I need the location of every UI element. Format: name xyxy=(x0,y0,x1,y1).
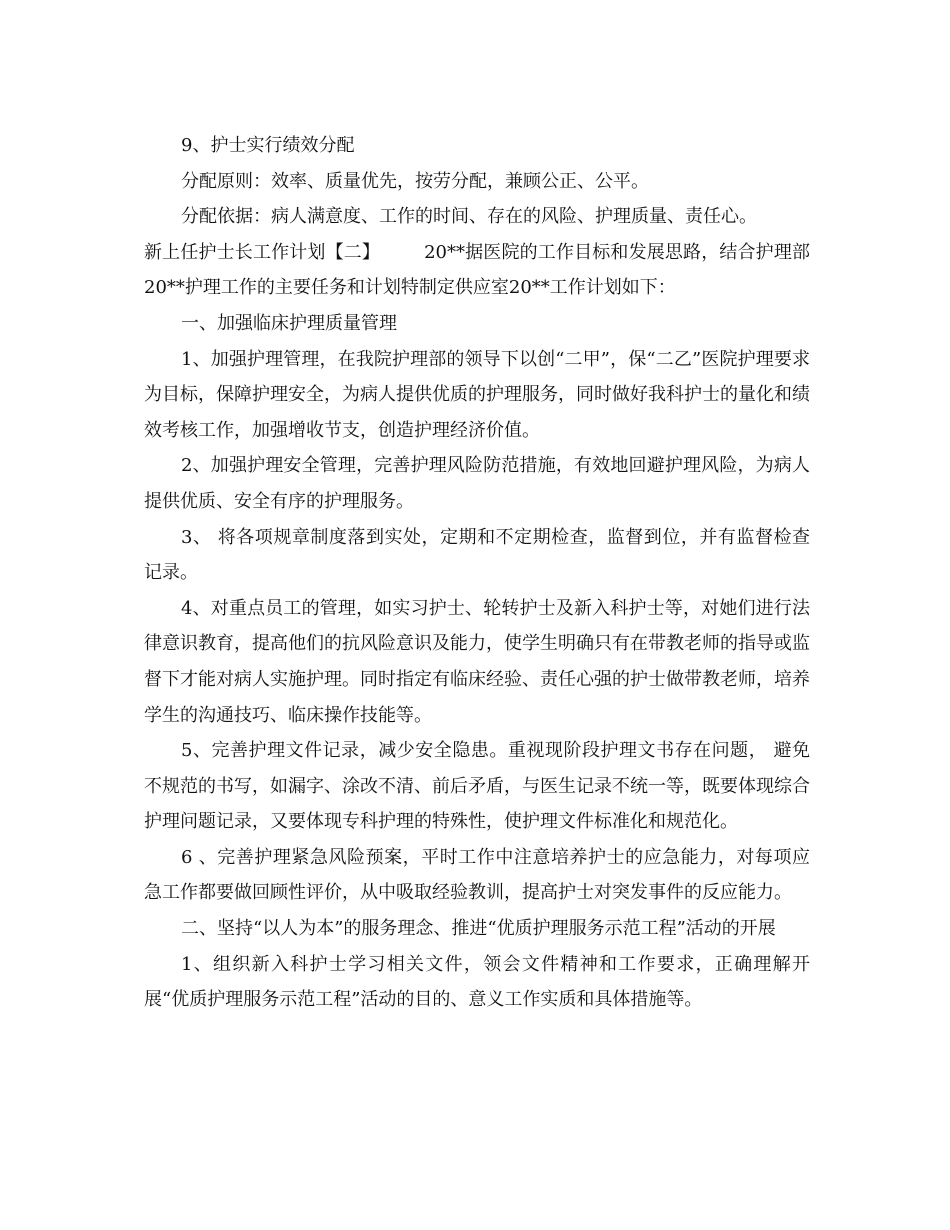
document-body xyxy=(144,128,810,1018)
plan-intro-text: 20**据医院的工作目标和发展思路，结合护理部20**护理工作的主要任务和计划特制定供应室20**工作计划如下： xyxy=(144,241,811,299)
section-heading-quality-management: 一、加强临床护理质量管理 xyxy=(181,312,397,334)
paragraph-item-2: 2、加强护理安全管理，完善护理风险防范措施，有效地回避护理风险，为病人提供优质、安全有序的护理服务。 xyxy=(144,455,810,512)
paragraph-section2-item-1: 1、组织新入科护士学习相关文件，领会文件精神和工作要求，正确理解开展“优质护理服务示范工程”活动的目的、意义工作实质和具体措施等。 xyxy=(144,953,810,1011)
paragraph-distribution-principle: 分配原则：效率、质量优先，按劳分配，兼顾公正、公平。 xyxy=(181,170,649,192)
section-heading-people-oriented: 二、坚持“以人为本”的服务理念、推进“优质护理服务示范工程”活动的开展 xyxy=(181,918,776,940)
paragraph-plan-intro xyxy=(144,235,810,306)
paragraph-distribution-basis: 分配依据：病人满意度、工作的时间、存在的风险、护理质量、责任心。 xyxy=(181,206,757,228)
plan-heading: 新上任护士长工作计划【二】 xyxy=(144,241,381,263)
paragraph-item-6: 6 、完善护理紧急风险预案，平时工作中注意培养护士的应急能力，对每项应急工作都要做回顾性评价，从中吸取经验教训，提高护士对突发事件的反应能力。 xyxy=(144,846,810,904)
paragraph-item-1: 1、加强护理管理，在我院护理部的领导下以创“二甲”，保“二乙”医院护理要求为目标，保障护理安全，为病人提供优质的护理服务，同时做好我科护士的量化和绩效考核工作，加强增收节支，创造护理经济价值。 xyxy=(144,348,810,441)
paragraph-item-5: 5、完善护理文件记录，减少安全隐患。重视现阶段护理文书存在问题， 避免不规范的书写，如漏字、涂改不清、前后矛盾，与医生记录不统一等，既要体现综合护理问题记录，又要体现专科护理的特殊性，使护理文件标准化和规范化。 xyxy=(144,740,810,833)
paragraph-item-4: 4、对重点员工的管理，如实习护士、轮转护士及新入科护士等，对她们进行法律意识教育，提高他们的抗风险意识及能力，使学生明确只有在带教老师的指导或监督下才能对病人实施护理。同时指定有临床经验、责任心强的护士做带教老师，培养学生的沟通技巧、临床操作技能等。 xyxy=(144,597,810,726)
paragraph-item-3: 3、 将各项规章制度落到实处，定期和不定期检查，监督到位，并有监督检查记录。 xyxy=(144,526,810,584)
paragraph-performance-distribution: 9、护士实行绩效分配 xyxy=(181,135,355,156)
